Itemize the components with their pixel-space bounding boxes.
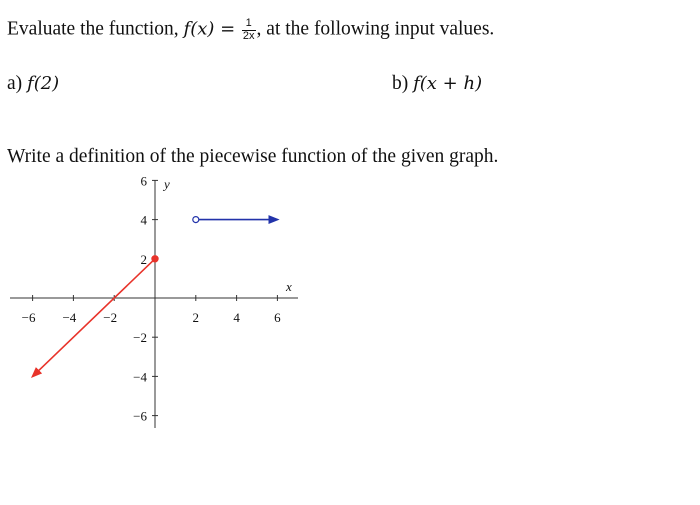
x-tick-label: 6: [274, 310, 281, 325]
y-tick-label: 6: [140, 173, 147, 189]
part-b-expression: f(x + h): [413, 73, 483, 94]
x-tick-label: −2: [103, 310, 118, 325]
x-tick-label: −4: [62, 310, 77, 325]
fraction-denominator: 2x: [242, 29, 255, 42]
closed-endpoint: [152, 256, 158, 262]
part-a-expression: f(2): [27, 73, 60, 94]
open-endpoint: [193, 217, 199, 223]
question-2: Write a definition of the piecewise function of the given graph.: [7, 146, 499, 167]
question-1-prefix: Evaluate the function,: [7, 18, 184, 40]
red-line-segment: [33, 259, 155, 377]
y-tick-label: 4: [140, 212, 147, 228]
function-lhs: f(x) =: [183, 18, 241, 40]
x-tick-label: −6: [21, 310, 36, 325]
part-a-label: a): [7, 73, 28, 94]
part-b-label: b): [392, 73, 414, 94]
x-axis-label: x: [286, 279, 292, 294]
fraction-numerator: 1: [242, 18, 256, 31]
y-tick-label: −6: [133, 408, 147, 424]
y-axis-label: y: [164, 176, 170, 192]
y-tick-label: 2: [140, 251, 147, 267]
x-tick-label: 4: [233, 310, 240, 325]
y-tick-label: −2: [133, 330, 147, 346]
question-1-suffix: , at the following input values.: [256, 18, 495, 40]
y-tick-label: −4: [133, 369, 147, 385]
x-tick-label: 2: [192, 310, 200, 325]
